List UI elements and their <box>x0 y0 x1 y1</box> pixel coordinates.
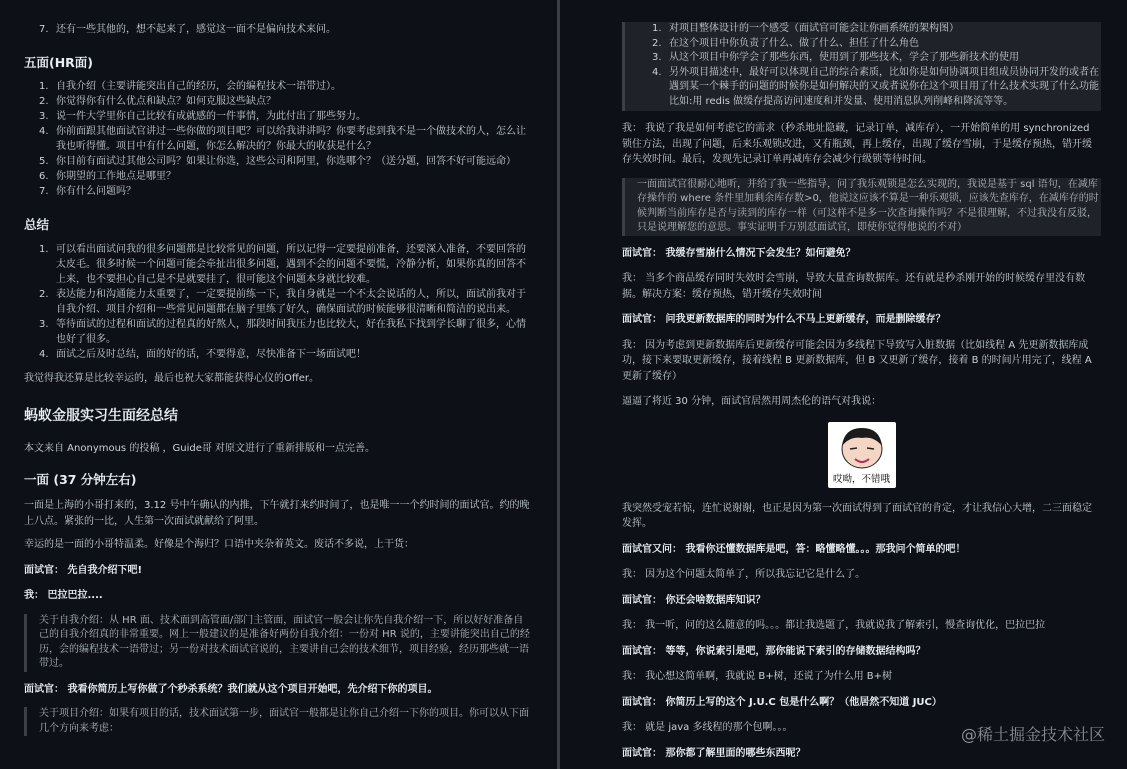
me-line: 我： 我一听，问的这么随意的吗。。。都让我选题了，我就说我了解索引，慢查询优化，巴拉巴拉 <box>622 620 1046 631</box>
list-item-text: 另外项目描述中，最好可以体现自己的综合素质，比如你是如何协调项目组成员协同开发的或者在遇到某一个棘手的问题的时候你是如何解决的又或者说你在这个项目用了什么技术实现了什么功能比如:用 redis 做缓存提高访问速度和并发量、使用消息队列削峰和降流等等。 <box>669 66 1099 107</box>
list-tail <box>24 22 533 37</box>
interviewer-line: 面试官： 我看你简历上写你做了个秒杀系统？我们就从这个项目开始吧，先介绍下你的项目。 <box>24 683 438 695</box>
list-item: 6. 你期望的工作地点是哪里？ <box>39 171 176 182</box>
ant-intro: 本文来自 Anonymous 的投稿 ，Guide哥 对原文进行了重新排版和一点完善。 <box>24 442 376 454</box>
list-item-text: 在这个项目中你负责了什么、做了什么、担任了什么角色 <box>669 37 919 49</box>
me-line: 我： 就是 java 多线程的那个包啊。。。 <box>622 722 793 733</box>
list-item: 7. 你有什么问题吗？ <box>39 186 136 197</box>
project-list <box>637 22 1101 109</box>
watermark: @稀土掘金技术社区 <box>960 725 1105 744</box>
list-item: 3. 说一件大学里你自己比较有成就感的一件事情，为此付出了那些努力。 <box>39 111 366 122</box>
meme-face-icon <box>828 422 896 472</box>
paragraph: 我突然受宠若惊，连忙说谢谢，也正是因为第一次面试得到了面试官的肯定，才让我信心大增，二三面稳定发挥。 <box>622 502 1092 529</box>
note-line: 逼逼了将近 30 分钟，面试官居然用周杰伦的语气对我说： <box>622 396 882 407</box>
round1-paragraph: 一面是上海的小哥打来的，3.12 号中午确认的内推，下午就打来约时间了，也是唯一一个约时间的面试官。约的晚上八点。紧张的一比，人生第一次面试就献给了阿里。 <box>24 500 530 527</box>
list-item: 4. 你前面跟其他面试官讲过一些你做的项目吧？可以给我讲讲吗？你要考虑到我不是一个做技术的人，怎么让我也听得懂。项目中有什么问题，你怎么解决的？你最大的收获是什么？ <box>39 126 526 152</box>
list-item: 7. 还有一些其他的，想不起来了，感觉这一面不是偏向技术来问。 <box>39 24 336 35</box>
list-item: 5. 你目前有面试过其他公司吗？如果让你选，这些公司和阿里，你选哪个？（送分题，回答不好可能远命） <box>39 156 516 167</box>
round1-paragraph: 幸运的是一面的小哥特温柔。好像是个海归？口语中夹杂着英文。废话不多说，上干货： <box>24 539 414 550</box>
list-item-text: 等待面试的过程和面试的过程真的好熬人，那段时间我压力也比较大，好在我私下找到学长聊了很多，心情也好了很多。 <box>56 319 526 345</box>
list-item: 3. 从这个项目中你学会了那些东西，使用到了那些技术，学会了那些新技术的使用 <box>652 52 1019 63</box>
quote-text: 关于项目介绍：如果有项目的话，技术面试第一步，面试官一般都是让你自己介绍一下你的项目。你可以从下面几个方向来考虑： <box>39 708 529 734</box>
interviewer-line: 面试官： 你简历上写的这个 J.U.C 包是什么啊？（他居然不知道 JUC） <box>622 696 942 708</box>
quote-block <box>24 614 533 672</box>
list-item-text: 你有什么问题吗？ <box>56 186 136 197</box>
round1-heading: 一面 (37 分钟左右) <box>24 472 137 487</box>
left-page <box>0 0 557 769</box>
hr-list <box>24 79 533 199</box>
interviewer-line: 面试官： 问我更新数据库的同时为什么不马上更新缓存，而是删除缓存？ <box>622 314 946 325</box>
list-item-text: 自我介绍（主要讲能突出自己的经历，会的编程技术一语带过）。 <box>56 81 341 92</box>
me-line: 我： 巴拉巴拉.... <box>24 590 103 601</box>
meme-sticker <box>828 422 896 488</box>
interviewer-line: 面试官： 你还会啥数据库知识？ <box>622 594 766 606</box>
interviewer-line: 面试官： 先自我介绍下吧! <box>24 564 143 576</box>
list-item-text: 说一件大学里你自己比较有成就感的一件事情，为此付出了那些努力。 <box>56 111 366 122</box>
list-item-text: 你期望的工作地点是哪里？ <box>56 171 176 182</box>
list-item-text: 可以看出面试问我的很多问题都是比较常见的问题，所以记得一定要提前准备，还要深入准备，不要回答的太皮毛。很多时候一个问题可能会牵扯出很多问题，遇到不会的问题不要慌，冷静分析，如果你真的回答不上来，也不要担心自己是不是就要挂了，很可能这个问题本身就比较难。 <box>56 244 526 285</box>
list-item: 3. 等待面试的过程和面试的过程真的好熬人，那段时间我压力也比较大，好在我私下找到学长聊了很多，心情也好了很多。 <box>39 319 526 345</box>
ant-title: 蚂蚁金服实习生面经总结 <box>24 407 178 424</box>
summary-list <box>24 242 533 362</box>
list-item: 1. 对项目整体设计的一个感受（面试官可能会让你画系统的架构图） <box>652 23 959 34</box>
list-item: 2. 你觉得你有什么优点和缺点？如何克服这些缺点？ <box>39 96 276 107</box>
me-line: 我： 我心想这简单啊，我就说 B+树，还说了为什么用 B+树 <box>622 671 893 682</box>
list-item-text: 对项目整体设计的一个感受（面试官可能会让你画系统的架构图） <box>669 23 959 34</box>
list-item-text: 还有一些其他的，想不起来了，感觉这一面不是偏向技术来问。 <box>56 24 336 35</box>
sticker-caption: 哎呦，不错哦 <box>832 473 890 485</box>
quote-block <box>24 707 533 736</box>
me-line: 我： 我说了我是如何考虑它的需求（秒杀地址隐藏，记录订单，减库存），一开始简单的用 synchronized 锁住方法，出现了问题，后来乐观锁改进，又有瓶颈，再上缓存，出现了缓存雪崩，于是缓存预热，错开缓存失效时间。最后，发现先记录订单再减库存会减少行级锁等待时间。 <box>622 123 1092 165</box>
quote-text: 关于自我介绍：从 HR 面、技术面到高管面/部门主管面，面试官一般会让你先自我介绍一下，所以好好准备自己的自我介绍真的非常重要。网上一般建议的是准备好两份自我介绍：一份对 HR 说的，主要讲能突出自己的经历，会的编程技术一语带过；另一份对技术面试官说的，主要讲自己会的技术细节，项目经验，经历那些就一语带过。 <box>39 614 530 669</box>
interviewer-line: 面试官： 我缓存雪崩什么情况下会发生？如何避免？ <box>622 247 856 259</box>
me-line: 我： 因为考虑到更新数据库后更新缓存可能会因为多线程下导致写入脏数据（比如线程 A 先更新数据库成功，接下来要取更新缓存，接着线程 B 更新数据库，但 B 又更新了缓存，接着 B 的时间片用完了，线程 A 更新了缓存） <box>622 339 1092 382</box>
list-item-text: 从这个项目中你学会了那些东西，使用到了那些技术，学会了那些新技术的使用 <box>669 52 1019 63</box>
right-page <box>560 0 1127 769</box>
summary-heading: 总结 <box>24 217 50 232</box>
list-item-text: 表达能力和沟通能力太重要了，一定要提前练一下，我自身就是一个不太会说话的人，所以，面试前我对于自我介绍、项目介绍和一些常见问题都在脑子里练了好久，确保面试的时候能够很清晰和简洁的说出来。 <box>56 289 526 315</box>
quote-block <box>622 22 1101 111</box>
list-item: 4. 面试之后及时总结，面的好的话，不要得意，尽快准备下一场面试吧！ <box>39 349 366 360</box>
me-line: 我： 因为这个问题太简单了，所以我忘记它是什么了。 <box>622 569 866 580</box>
list-item-text: 你前面跟其他面试官讲过一些你做的项目吧？可以给我讲讲吗？你要考虑到我不是一个做技术的人，怎么让我也听得懂。项目中有什么问题，你怎么解决的？你最大的收获是什么？ <box>56 126 526 152</box>
list-item-text: 你觉得你有什么优点和缺点？如何克服这些缺点？ <box>56 96 276 107</box>
list-item: 2. 表达能力和沟通能力太重要了，一定要提前练一下，我自身就是一个不太会说话的人，所以，面试前我对于自我介绍、项目介绍和一些常见问题都在脑子里练了好久，确保面试的时候能够很清晰和简洁的说出来。 <box>39 289 526 315</box>
me-line: 我： 当多个商品缓存同时失效时会雪崩，导致大量查询数据库。还有就是秒杀刚开始的时候缓存里没有数据。解决方案：缓存预热，错开缓存失效时间 <box>622 273 1086 300</box>
quote-block <box>622 178 1101 236</box>
list-item: 2. 在这个项目中你负责了什么、做了什么、担任了什么角色 <box>652 37 919 49</box>
list-item-text: 你目前有面试过其他公司吗？如果让你选，这些公司和阿里，你选哪个？（送分题，回答不好可能远命） <box>56 156 516 167</box>
list-item: 4. 另外项目描述中，最好可以体现自己的综合素质，比如你是如何协调项目组成员协同开发的或者在遇到某一个棘手的问题的时候你是如何解决的又或者说你在这个项目用了什么技术实现了什么功能比如:用 redis 做缓存提高访问速度和并发量、使用消息队列削峰和降流等等。 <box>652 66 1099 107</box>
interviewer-line: 面试官又问： 我看你还懂数据库是吧，答：略懂略懂。。。那我问个简单的吧！ <box>622 543 966 555</box>
list-item: 1. 可以看出面试问我的很多问题都是比较常见的问题，所以记得一定要提前准备，还要深入准备，不要回答的太皮毛。很多时候一个问题可能会牵扯出很多问题，遇到不会的问题不要慌，冷静分析，如果你真的回答不上来，也不要担心自己是不是就要挂了，很可能这个问题本身就比较难。 <box>39 244 526 285</box>
summary-end: 我觉得我还算是比较幸运的，最后也祝大家都能获得心仪的Offer。 <box>24 373 320 384</box>
list-item-text: 面试之后及时总结，面的好的话，不要得意，尽快准备下一场面试吧！ <box>56 349 366 360</box>
interviewer-line: 面试官： 等等，你说索引是吧，那你能说下索引的存储数据结构吗？ <box>622 645 926 657</box>
list-item: 1. 自我介绍（主要讲能突出自己的经历，会的编程技术一语带过）。 <box>39 81 341 92</box>
quote-text: 一面面试官很耐心地听，并给了我一些指导，问了我乐观锁是怎么实现的，我说是基于 sql 语句，在减库存操作的 where 条件里加剩余库存数>0，他说这应该不算是一种乐观锁，应该先查库存，在减库存的时候判断当前库存是否与读到的库存一样（可这样不是多一次查询操作吗？不是很理解，不过我没有反驳，只是说理解您的意思。事实证明千万别怼面试官，即使你觉得他说的不对） <box>637 178 1099 233</box>
interviewer-line: 面试官： 那你都了解里面的哪些东西呢？ <box>622 747 806 759</box>
hr-heading: 五面(HR面) <box>24 55 94 70</box>
